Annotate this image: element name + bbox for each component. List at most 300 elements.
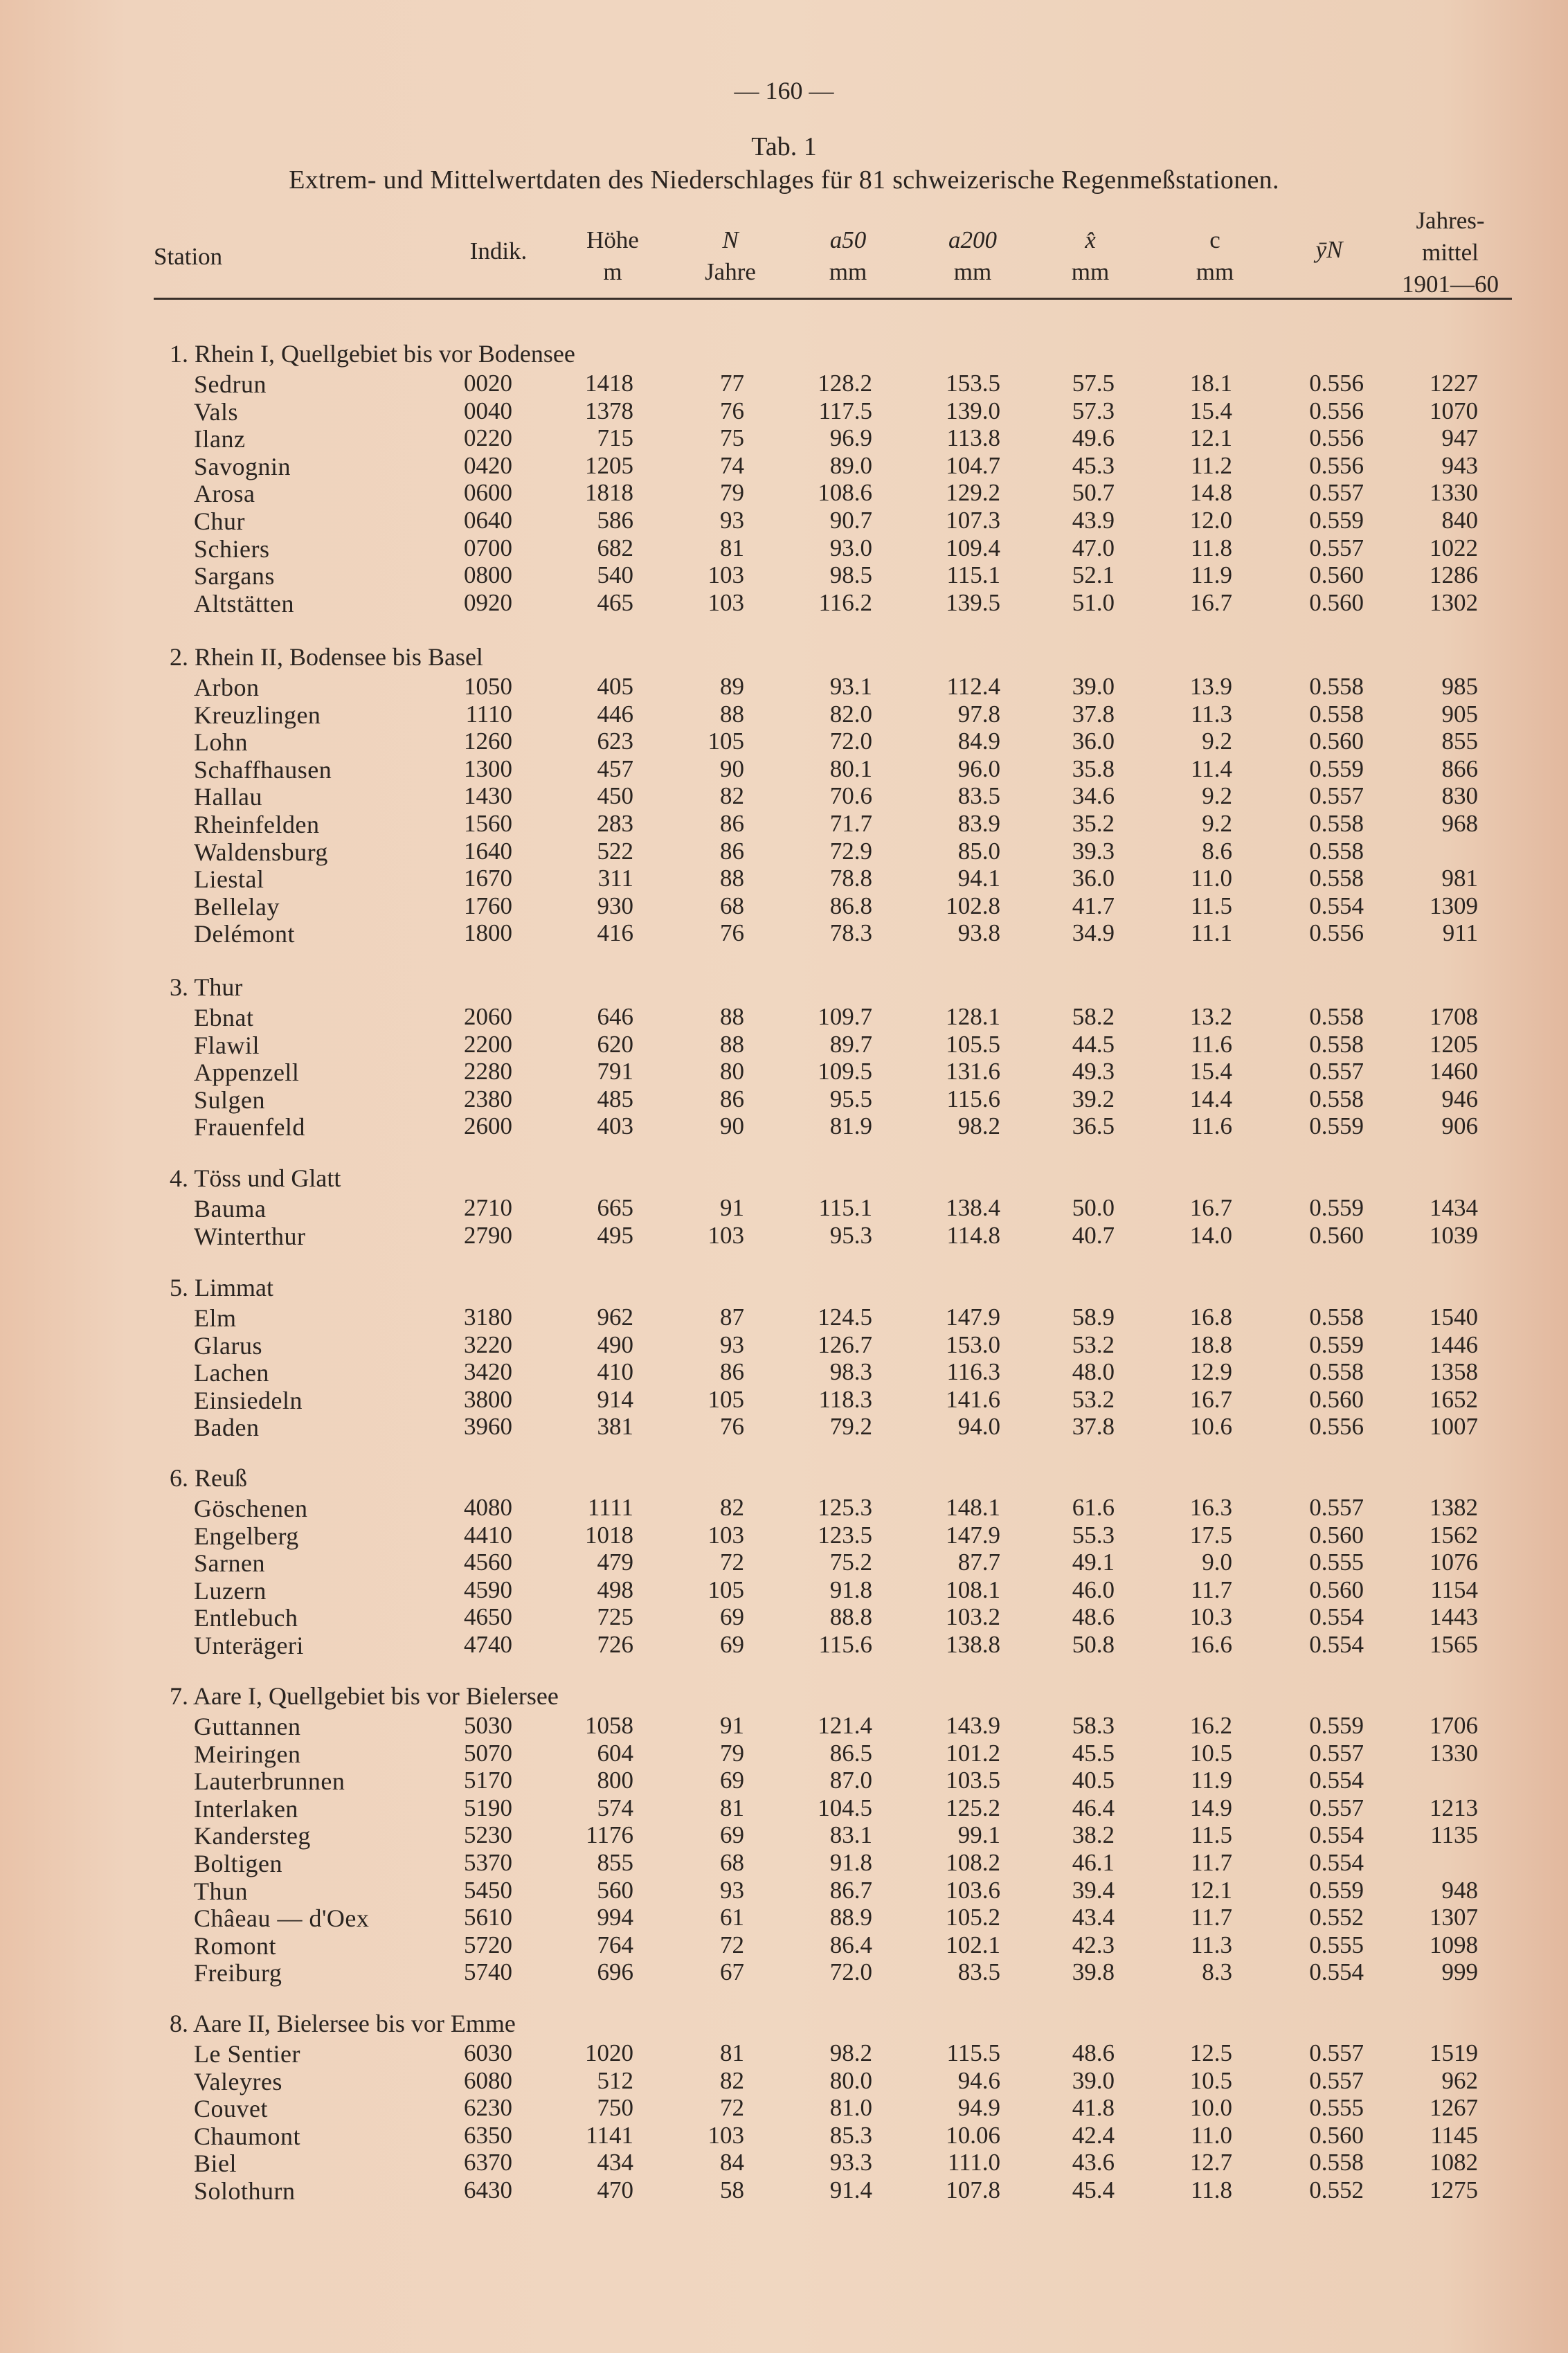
cell-a50: 87.0 bbox=[829, 1767, 872, 1794]
cell-xhat: 35.2 bbox=[1072, 810, 1115, 837]
cell-a50: 115.1 bbox=[818, 1194, 872, 1221]
cell-a50: 115.6 bbox=[818, 1631, 872, 1658]
cell-n: 86 bbox=[720, 1358, 744, 1386]
cell-jm: 830 bbox=[1441, 782, 1478, 810]
cell-a50: 85.3 bbox=[829, 2121, 872, 2149]
table-row bbox=[0, 1549, 1568, 1579]
cell-yn: 0.554 bbox=[1309, 892, 1364, 919]
cell-yn: 0.559 bbox=[1309, 507, 1364, 534]
cell-c: 16.7 bbox=[1189, 1194, 1232, 1221]
cell-yn: 0.557 bbox=[1309, 2039, 1364, 2066]
cell-hoehe: 560 bbox=[597, 1876, 633, 1904]
cell-xhat: 41.8 bbox=[1072, 2094, 1115, 2122]
cell-a50: 91.8 bbox=[829, 1849, 872, 1876]
cell-c: 13.2 bbox=[1189, 1003, 1232, 1030]
cell-hoehe: 930 bbox=[597, 892, 633, 919]
table-row bbox=[0, 1194, 1568, 1225]
cell-jm: 866 bbox=[1441, 755, 1478, 782]
cell-yn: 0.558 bbox=[1309, 1358, 1364, 1386]
cell-xhat: 49.1 bbox=[1072, 1549, 1115, 1576]
cell-yn: 0.556 bbox=[1309, 451, 1364, 479]
cell-a50: 78.8 bbox=[829, 865, 872, 892]
cell-jm: 1302 bbox=[1430, 588, 1478, 616]
table-row bbox=[0, 1821, 1568, 1852]
cell-jm: 1070 bbox=[1430, 397, 1478, 424]
cell-xhat: 48.6 bbox=[1072, 2039, 1115, 2066]
cell-hoehe: 1018 bbox=[585, 1521, 633, 1549]
station-name: Hallau bbox=[194, 783, 262, 811]
table-row bbox=[0, 673, 1568, 703]
cell-a200: 87.7 bbox=[957, 1549, 1000, 1576]
cell-a50: 80.0 bbox=[829, 2066, 872, 2094]
cell-a50: 95.5 bbox=[829, 1085, 872, 1112]
cell-c: 14.4 bbox=[1189, 1085, 1232, 1112]
cell-a200: 115.1 bbox=[946, 561, 1000, 589]
cell-c: 8.3 bbox=[1202, 1958, 1232, 1986]
cell-indik: 0920 bbox=[464, 588, 512, 616]
header-c: c mm bbox=[1196, 226, 1234, 285]
table-row bbox=[0, 1413, 1568, 1443]
cell-hoehe: 623 bbox=[597, 728, 633, 755]
cell-xhat: 41.7 bbox=[1072, 892, 1115, 919]
cell-yn: 0.552 bbox=[1309, 1904, 1364, 1931]
cell-n: 103 bbox=[708, 561, 744, 589]
station-name: Romont bbox=[194, 1931, 277, 1960]
cell-yn: 0.560 bbox=[1309, 561, 1364, 589]
cell-a50: 128.2 bbox=[818, 370, 872, 397]
cell-hoehe: 764 bbox=[597, 1931, 633, 1958]
table-row bbox=[0, 892, 1568, 923]
cell-a50: 82.0 bbox=[829, 700, 872, 728]
cell-hoehe: 715 bbox=[597, 424, 633, 452]
cell-yn: 0.558 bbox=[1309, 673, 1364, 700]
cell-n: 79 bbox=[720, 1739, 744, 1767]
cell-hoehe: 682 bbox=[597, 534, 633, 561]
cell-hoehe: 800 bbox=[597, 1767, 633, 1794]
cell-hoehe: 574 bbox=[597, 1794, 633, 1821]
cell-c: 9.2 bbox=[1202, 728, 1232, 755]
table-row bbox=[0, 1222, 1568, 1252]
cell-n: 74 bbox=[720, 451, 744, 479]
cell-hoehe: 696 bbox=[597, 1958, 633, 1986]
cell-a50: 88.8 bbox=[829, 1603, 872, 1631]
cell-indik: 2380 bbox=[464, 1085, 512, 1112]
cell-a50: 95.3 bbox=[829, 1221, 872, 1249]
cell-xhat: 43.4 bbox=[1072, 1904, 1115, 1931]
cell-c: 18.8 bbox=[1189, 1331, 1232, 1358]
cell-c: 10.6 bbox=[1189, 1413, 1232, 1441]
cell-xhat: 45.5 bbox=[1072, 1739, 1115, 1767]
cell-jm: 1565 bbox=[1430, 1631, 1478, 1658]
cell-yn: 0.560 bbox=[1309, 1221, 1364, 1249]
table-row bbox=[0, 1904, 1568, 1934]
cell-a200: 102.8 bbox=[946, 892, 1000, 919]
table-row bbox=[0, 1003, 1568, 1034]
section-heading: 3. Thur bbox=[170, 973, 243, 1001]
station-name: Rheinfelden bbox=[194, 811, 320, 838]
cell-jm: 1098 bbox=[1430, 1931, 1478, 1958]
table-row bbox=[0, 1877, 1568, 1907]
cell-hoehe: 1176 bbox=[586, 1821, 633, 1849]
section-heading: 4. Töss und Glatt bbox=[170, 1164, 341, 1192]
cell-n: 77 bbox=[720, 370, 744, 397]
cell-a200: 103.6 bbox=[946, 1876, 1000, 1904]
cell-indik: 5030 bbox=[464, 1712, 512, 1739]
cell-a200: 113.8 bbox=[946, 424, 1000, 452]
header-station: Station bbox=[154, 243, 223, 270]
cell-n: 105 bbox=[708, 1576, 744, 1603]
cell-a200: 83.9 bbox=[957, 810, 1000, 837]
cell-indik: 4590 bbox=[464, 1576, 512, 1603]
cell-jm: 1434 bbox=[1430, 1194, 1478, 1221]
cell-yn: 0.554 bbox=[1309, 1631, 1364, 1658]
cell-n: 86 bbox=[720, 810, 744, 837]
cell-yn: 0.557 bbox=[1309, 2066, 1364, 2094]
cell-xhat: 37.8 bbox=[1072, 1413, 1115, 1441]
cell-a50: 70.6 bbox=[829, 782, 872, 810]
cell-a50: 91.8 bbox=[829, 1576, 872, 1603]
cell-jm: 1082 bbox=[1430, 2149, 1478, 2176]
cell-c: 14.0 bbox=[1189, 1221, 1232, 1249]
table-row bbox=[0, 1358, 1568, 1389]
station-name: Appenzell bbox=[194, 1058, 300, 1087]
cell-yn: 0.554 bbox=[1309, 1849, 1364, 1876]
cell-jm: 1205 bbox=[1430, 1030, 1478, 1058]
cell-a50: 123.5 bbox=[818, 1521, 872, 1549]
cell-a200: 105.2 bbox=[946, 1904, 1000, 1931]
cell-a200: 107.8 bbox=[946, 2176, 1000, 2203]
cell-c: 11.7 bbox=[1191, 1904, 1232, 1931]
cell-hoehe: 855 bbox=[597, 1849, 633, 1876]
cell-c: 10.5 bbox=[1189, 2066, 1232, 2094]
station-name: Entlebuch bbox=[194, 1604, 298, 1632]
cell-a50: 91.4 bbox=[829, 2176, 872, 2203]
station-name: Kandersteg bbox=[194, 1822, 311, 1850]
cell-hoehe: 726 bbox=[597, 1631, 633, 1658]
cell-hoehe: 1141 bbox=[586, 2121, 633, 2149]
cell-a200: 138.4 bbox=[946, 1194, 1000, 1221]
cell-xhat: 39.0 bbox=[1072, 2066, 1115, 2094]
cell-jm: 1022 bbox=[1430, 534, 1478, 561]
cell-n: 82 bbox=[720, 2066, 744, 2094]
cell-indik: 3220 bbox=[464, 1331, 512, 1358]
cell-a200: 138.8 bbox=[946, 1631, 1000, 1658]
cell-indik: 1670 bbox=[464, 865, 512, 892]
cell-xhat: 47.0 bbox=[1072, 534, 1115, 561]
header-a200: a200 mm bbox=[948, 226, 997, 285]
cell-a50: 86.4 bbox=[829, 1931, 872, 1958]
cell-xhat: 39.3 bbox=[1072, 837, 1115, 865]
cell-indik: 6030 bbox=[464, 2039, 512, 2066]
cell-xhat: 34.6 bbox=[1072, 782, 1115, 810]
table-row bbox=[0, 1058, 1568, 1088]
cell-n: 105 bbox=[708, 728, 744, 755]
table-row bbox=[0, 838, 1568, 868]
section-heading: 6. Reuß bbox=[170, 1464, 247, 1492]
station-name: Luzern bbox=[194, 1576, 267, 1605]
table-row bbox=[0, 810, 1568, 840]
table-row bbox=[0, 2149, 1568, 2179]
cell-jm: 905 bbox=[1441, 700, 1478, 728]
cell-xhat: 38.2 bbox=[1072, 1821, 1115, 1849]
cell-a50: 93.0 bbox=[829, 534, 872, 561]
table-row bbox=[0, 919, 1568, 950]
cell-c: 10.5 bbox=[1189, 1739, 1232, 1767]
cell-hoehe: 416 bbox=[597, 919, 633, 947]
cell-yn: 0.554 bbox=[1309, 1821, 1364, 1849]
station-name: Chaumont bbox=[194, 2122, 300, 2150]
cell-a50: 78.3 bbox=[829, 919, 872, 947]
station-name: Sarnen bbox=[194, 1549, 265, 1578]
station-name: Ebnat bbox=[194, 1004, 254, 1031]
table-row bbox=[0, 1740, 1568, 1770]
cell-xhat: 61.6 bbox=[1072, 1494, 1115, 1521]
cell-yn: 0.560 bbox=[1309, 1521, 1364, 1549]
table-row bbox=[0, 865, 1568, 895]
cell-n: 103 bbox=[708, 1221, 744, 1249]
cell-hoehe: 410 bbox=[597, 1358, 633, 1386]
station-name: Waldensburg bbox=[194, 838, 328, 866]
cell-a200: 101.2 bbox=[946, 1739, 1000, 1767]
cell-yn: 0.556 bbox=[1309, 397, 1364, 424]
cell-n: 69 bbox=[720, 1631, 744, 1658]
cell-a200: 114.8 bbox=[946, 1221, 1000, 1249]
cell-indik: 1560 bbox=[464, 810, 512, 837]
cell-a200: 147.9 bbox=[946, 1521, 1000, 1549]
section-heading: 8. Aare II, Bielersee bis vor Emme bbox=[170, 2010, 516, 2037]
cell-n: 88 bbox=[720, 1030, 744, 1058]
table-row bbox=[0, 561, 1568, 592]
station-name: Unterägeri bbox=[194, 1632, 304, 1659]
station-name: Winterthur bbox=[194, 1222, 306, 1250]
cell-yn: 0.557 bbox=[1309, 1494, 1364, 1521]
cell-n: 89 bbox=[720, 673, 744, 700]
cell-jm: 1213 bbox=[1430, 1794, 1478, 1821]
cell-xhat: 58.2 bbox=[1072, 1003, 1115, 1030]
cell-yn: 0.557 bbox=[1309, 1794, 1364, 1821]
cell-indik: 1640 bbox=[464, 837, 512, 865]
cell-jm: 1286 bbox=[1430, 561, 1478, 589]
table-row bbox=[0, 1085, 1568, 1116]
cell-hoehe: 620 bbox=[597, 1030, 633, 1058]
cell-xhat: 40.5 bbox=[1072, 1767, 1115, 1794]
cell-a200: 99.1 bbox=[957, 1821, 1000, 1849]
cell-indik: 2060 bbox=[464, 1003, 512, 1030]
cell-n: 103 bbox=[708, 588, 744, 616]
cell-jm: 1330 bbox=[1430, 479, 1478, 507]
cell-xhat: 39.8 bbox=[1072, 1958, 1115, 1986]
cell-a50: 80.1 bbox=[829, 755, 872, 782]
table-row bbox=[0, 1712, 1568, 1742]
cell-xhat: 42.3 bbox=[1072, 1931, 1115, 1958]
cell-yn: 0.559 bbox=[1309, 755, 1364, 782]
table-row bbox=[0, 452, 1568, 483]
cell-indik: 0600 bbox=[464, 479, 512, 507]
cell-indik: 4560 bbox=[464, 1549, 512, 1576]
cell-jm: 906 bbox=[1441, 1112, 1478, 1140]
cell-c: 11.6 bbox=[1191, 1112, 1232, 1140]
cell-jm: 911 bbox=[1442, 919, 1478, 947]
table-row bbox=[0, 1386, 1568, 1416]
section-heading: 7. Aare I, Quellgebiet bis vor Bielersee bbox=[170, 1682, 559, 1710]
cell-xhat: 43.6 bbox=[1072, 2149, 1115, 2176]
station-name: Vals bbox=[194, 397, 238, 426]
cell-a200: 93.8 bbox=[957, 919, 1000, 947]
cell-c: 11.0 bbox=[1191, 2121, 1232, 2149]
cell-indik: 5450 bbox=[464, 1876, 512, 1904]
cell-a200: 94.1 bbox=[957, 865, 1000, 892]
cell-hoehe: 381 bbox=[597, 1413, 633, 1441]
cell-hoehe: 479 bbox=[597, 1549, 633, 1576]
section-heading: 2. Rhein II, Bodensee bis Basel bbox=[170, 643, 483, 671]
cell-n: 93 bbox=[720, 507, 744, 534]
cell-a50: 125.3 bbox=[818, 1494, 872, 1521]
cell-a200: 115.6 bbox=[946, 1085, 1000, 1112]
cell-hoehe: 604 bbox=[597, 1739, 633, 1767]
station-name: Schaffhausen bbox=[194, 755, 332, 784]
table-row bbox=[0, 1849, 1568, 1879]
station-name: Valeyres bbox=[194, 2067, 282, 2095]
cell-n: 72 bbox=[720, 2094, 744, 2122]
cell-xhat: 45.4 bbox=[1072, 2176, 1115, 2203]
cell-indik: 5170 bbox=[464, 1767, 512, 1794]
cell-a200: 83.5 bbox=[957, 1958, 1000, 1986]
cell-yn: 0.554 bbox=[1309, 1958, 1364, 1986]
cell-a50: 117.5 bbox=[818, 397, 872, 424]
cell-a50: 86.8 bbox=[829, 892, 872, 919]
cell-jm: 1519 bbox=[1430, 2039, 1478, 2066]
cell-xhat: 48.0 bbox=[1072, 1358, 1115, 1386]
table-row bbox=[0, 1494, 1568, 1524]
station-name: Solothurn bbox=[194, 2177, 296, 2205]
station-name: Altstätten bbox=[194, 589, 294, 617]
cell-a50: 79.2 bbox=[829, 1413, 872, 1441]
cell-hoehe: 646 bbox=[597, 1003, 633, 1030]
table-row bbox=[0, 2122, 1568, 2152]
cell-indik: 1260 bbox=[464, 728, 512, 755]
cell-a50: 93.1 bbox=[829, 673, 872, 700]
cell-jm: 1076 bbox=[1430, 1549, 1478, 1576]
cell-n: 69 bbox=[720, 1821, 744, 1849]
cell-indik: 2280 bbox=[464, 1058, 512, 1085]
cell-indik: 5230 bbox=[464, 1821, 512, 1849]
station-name: Biel bbox=[194, 2149, 237, 2178]
cell-c: 15.4 bbox=[1189, 397, 1232, 424]
cell-yn: 0.557 bbox=[1309, 782, 1364, 810]
cell-hoehe: 665 bbox=[597, 1194, 633, 1221]
cell-xhat: 49.6 bbox=[1072, 424, 1115, 452]
table-row bbox=[0, 397, 1568, 428]
cell-indik: 5070 bbox=[464, 1739, 512, 1767]
cell-yn: 0.555 bbox=[1309, 1549, 1364, 1576]
cell-indik: 1050 bbox=[464, 673, 512, 700]
cell-a200: 97.8 bbox=[957, 700, 1000, 728]
cell-n: 81 bbox=[720, 1794, 744, 1821]
cell-a50: 89.0 bbox=[829, 451, 872, 479]
cell-xhat: 58.9 bbox=[1072, 1304, 1115, 1331]
cell-jm: 1443 bbox=[1430, 1603, 1478, 1631]
cell-a200: 147.9 bbox=[946, 1304, 1000, 1331]
cell-c: 9.2 bbox=[1202, 782, 1232, 810]
station-name: Châeau — d'Oex bbox=[194, 1904, 370, 1933]
cell-hoehe: 446 bbox=[597, 700, 633, 728]
cell-yn: 0.557 bbox=[1309, 1739, 1364, 1767]
cell-jm: 1275 bbox=[1430, 2176, 1478, 2203]
cell-indik: 5370 bbox=[464, 1849, 512, 1876]
cell-indik: 6080 bbox=[464, 2066, 512, 2094]
cell-jm: 1039 bbox=[1430, 1221, 1478, 1249]
cell-a200: 102.1 bbox=[946, 1931, 1000, 1958]
cell-a50: 88.9 bbox=[829, 1904, 872, 1931]
cell-c: 16.2 bbox=[1189, 1712, 1232, 1739]
cell-c: 12.1 bbox=[1189, 424, 1232, 452]
cell-c: 11.6 bbox=[1191, 1030, 1232, 1058]
station-name: Frauenfeld bbox=[194, 1113, 305, 1142]
section-heading: 5. Limmat bbox=[170, 1274, 273, 1301]
cell-c: 16.3 bbox=[1189, 1494, 1232, 1521]
cell-yn: 0.555 bbox=[1309, 1931, 1364, 1958]
cell-a50: 124.5 bbox=[818, 1304, 872, 1331]
cell-indik: 0640 bbox=[464, 507, 512, 534]
cell-jm: 985 bbox=[1441, 673, 1478, 700]
station-name: Liestal bbox=[194, 865, 264, 894]
cell-c: 8.6 bbox=[1202, 837, 1232, 865]
cell-n: 103 bbox=[708, 2121, 744, 2149]
header-hoehe: Höhe m bbox=[586, 226, 639, 285]
station-name: Bellelay bbox=[194, 892, 280, 921]
cell-yn: 0.554 bbox=[1309, 1767, 1364, 1794]
cell-indik: 4410 bbox=[464, 1521, 512, 1549]
cell-n: 75 bbox=[720, 424, 744, 452]
table-row bbox=[0, 479, 1568, 510]
cell-xhat: 58.3 bbox=[1072, 1712, 1115, 1739]
cell-n: 68 bbox=[720, 1849, 744, 1876]
cell-hoehe: 540 bbox=[597, 561, 633, 589]
cell-a50: 81.9 bbox=[829, 1112, 872, 1140]
cell-a200: 103.5 bbox=[946, 1767, 1000, 1794]
cell-indik: 1430 bbox=[464, 782, 512, 810]
cell-indik: 1800 bbox=[464, 919, 512, 947]
cell-a50: 116.2 bbox=[818, 588, 872, 616]
cell-a200: 94.6 bbox=[957, 2066, 1000, 2094]
cell-hoehe: 405 bbox=[597, 673, 633, 700]
cell-n: 90 bbox=[720, 755, 744, 782]
cell-a50: 83.1 bbox=[829, 1821, 872, 1849]
cell-n: 103 bbox=[708, 1521, 744, 1549]
table-row bbox=[0, 2067, 1568, 2098]
cell-c: 12.9 bbox=[1189, 1358, 1232, 1386]
cell-xhat: 51.0 bbox=[1072, 588, 1115, 616]
header-xhat: x̂ mm bbox=[1071, 226, 1110, 285]
table-row bbox=[0, 1603, 1568, 1634]
cell-jm: 1267 bbox=[1430, 2094, 1478, 2122]
table-row bbox=[0, 370, 1568, 400]
cell-hoehe: 311 bbox=[597, 865, 633, 892]
cell-yn: 0.560 bbox=[1309, 2121, 1364, 2149]
cell-a50: 108.6 bbox=[818, 479, 872, 507]
cell-c: 16.7 bbox=[1189, 1385, 1232, 1413]
cell-c: 17.5 bbox=[1189, 1521, 1232, 1549]
cell-xhat: 50.0 bbox=[1072, 1194, 1115, 1221]
cell-hoehe: 522 bbox=[597, 837, 633, 865]
cell-c: 14.8 bbox=[1189, 479, 1232, 507]
cell-c: 11.5 bbox=[1191, 892, 1232, 919]
page-number: — 160 — bbox=[734, 77, 834, 105]
station-name: Lohn bbox=[194, 728, 248, 757]
cell-yn: 0.560 bbox=[1309, 588, 1364, 616]
station-name: Le Sentier bbox=[194, 2040, 300, 2068]
cell-c: 15.4 bbox=[1189, 1058, 1232, 1085]
